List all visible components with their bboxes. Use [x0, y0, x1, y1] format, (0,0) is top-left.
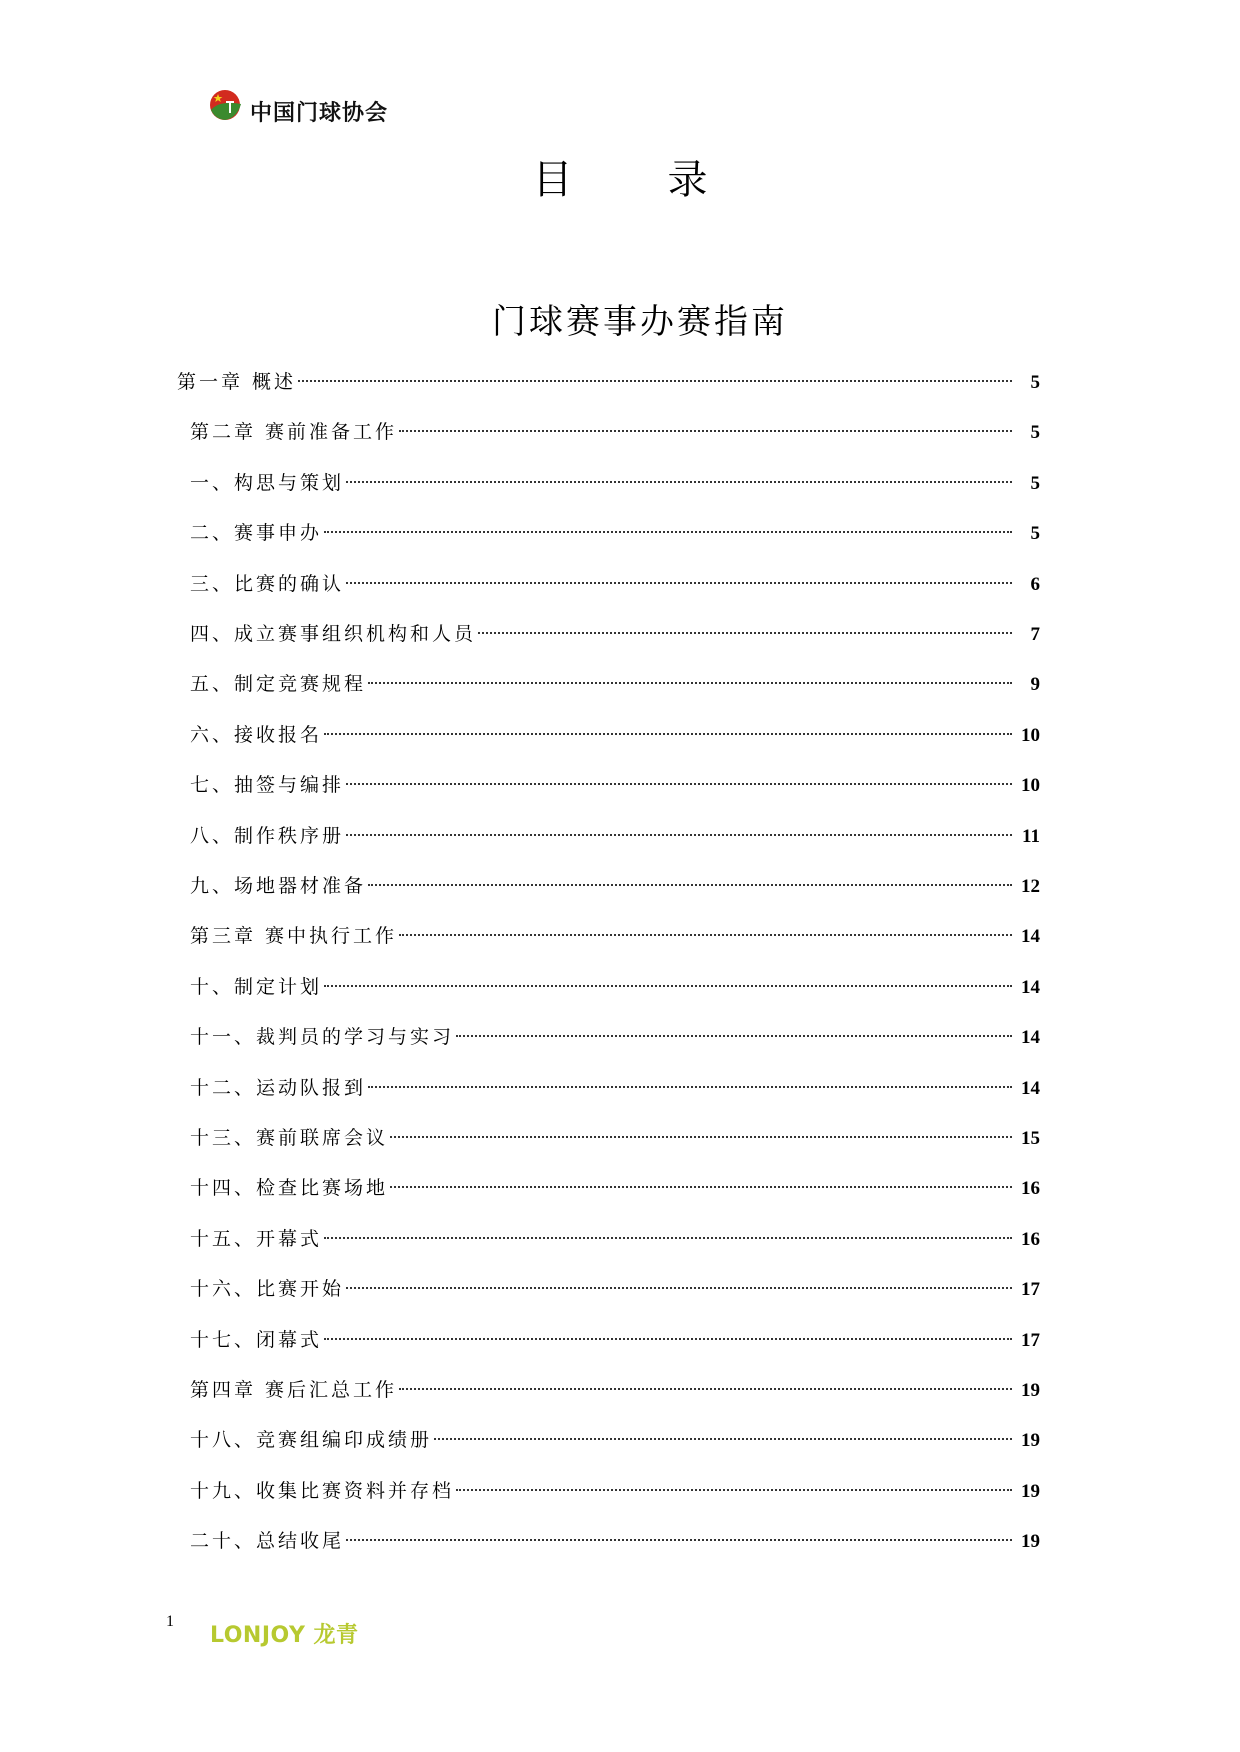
toc-entry-label: 二、赛事申办 [190, 522, 323, 545]
toc-entry-page: 9 [1030, 674, 1040, 696]
toc-entry[interactable] [190, 1123, 1040, 1153]
toc-entry-label: 十八、竞赛组编印成绩册 [190, 1429, 433, 1452]
toc-entry-label: 十九、收集比赛资料并存档 [190, 1479, 455, 1502]
toc-dot-leader [346, 481, 1012, 483]
toc-entry[interactable] [190, 1375, 1040, 1405]
toc-entry[interactable] [190, 417, 1040, 447]
toc-dot-leader [390, 1186, 1012, 1188]
toc-dot-leader [346, 1539, 1012, 1541]
footer-brand-logo: LONJOY 龙青 [210, 1623, 359, 1648]
toc-entry-label: 第二章 赛前准备工作 [190, 421, 398, 444]
toc-entry-label: 四、成立赛事组织机构和人员 [190, 623, 477, 645]
toc-entry-label: 二十、总结收尾 [190, 1530, 345, 1553]
toc-entry[interactable] [190, 821, 1040, 851]
toc-entry-page: 5 [1030, 372, 1040, 393]
organization-name: 中国门球协会 [250, 101, 389, 126]
toc-entry-label: 第四章 赛后汇总工作 [190, 1379, 398, 1401]
toc-entry-label: 十一、裁判员的学习与实习 [190, 1026, 455, 1049]
toc-entry[interactable] [190, 1526, 1040, 1556]
toc-entry-page: 19 [1021, 1380, 1040, 1401]
toc-entry-page: 14 [1021, 926, 1040, 948]
toc-entry[interactable] [190, 569, 1040, 599]
toc-entry[interactable] [190, 720, 1040, 750]
toc-entry[interactable] [190, 1173, 1040, 1203]
toc-entry-label: 七、抽签与编排 [190, 774, 345, 797]
toc-entry[interactable] [190, 1224, 1040, 1254]
toc-entry[interactable] [190, 1425, 1040, 1455]
toc-entry-page: 12 [1021, 876, 1040, 897]
toc-entry[interactable] [190, 921, 1040, 951]
toc-entry-page: 16 [1021, 1228, 1040, 1250]
toc-entry-page: 17 [1021, 1279, 1040, 1301]
toc-entry[interactable] [190, 871, 1040, 901]
toc-entry-page: 5 [1030, 523, 1040, 545]
toc-entry-page: 11 [1022, 825, 1040, 847]
toc-entry-page: 6 [1030, 573, 1040, 595]
toc-entry[interactable] [190, 770, 1040, 800]
toc-dot-leader [434, 1438, 1012, 1440]
toc-entry[interactable] [177, 367, 1040, 397]
toc-entry-page: 5 [1030, 472, 1040, 494]
toc-entry[interactable] [190, 468, 1040, 498]
document-title: 门球赛事办赛指南 [492, 302, 788, 342]
toc-entry-label: 十七、闭幕式 [190, 1328, 323, 1351]
toc-dot-leader [324, 1338, 1012, 1340]
toc-entry-page: 14 [1021, 1027, 1040, 1049]
toc-dot-leader [298, 380, 1012, 382]
toc-entry-label: 第三章 赛中执行工作 [190, 925, 398, 948]
toc-entry[interactable] [190, 669, 1040, 699]
toc-entry-label: 九、场地器材准备 [190, 875, 367, 897]
toc-dot-leader [324, 985, 1012, 987]
toc-dot-leader [346, 582, 1012, 584]
toc-entry[interactable] [190, 1325, 1040, 1355]
toc-dot-leader [399, 1388, 1012, 1390]
toc-dot-leader [456, 1035, 1012, 1037]
toc-entry[interactable] [190, 1022, 1040, 1052]
toc-entry[interactable] [190, 518, 1040, 548]
toc-dot-leader [346, 834, 1012, 836]
toc-dot-leader [324, 1237, 1012, 1239]
toc-entry-page: 19 [1021, 1531, 1040, 1553]
toc-entry-label: 三、比赛的确认 [190, 572, 345, 595]
toc-dot-leader [399, 430, 1012, 432]
toc-entry-label: 十三、赛前联席会议 [190, 1127, 389, 1149]
toc-entry-label: 十、制定计划 [190, 975, 323, 998]
toc-entry[interactable] [190, 1274, 1040, 1304]
toc-entry[interactable] [190, 1073, 1040, 1103]
toc-dot-leader [324, 531, 1012, 533]
toc-entry-label: 第一章 概述 [177, 371, 297, 393]
toc-entry-label: 十四、检查比赛场地 [190, 1177, 389, 1200]
toc-entry-page: 14 [1021, 1077, 1040, 1099]
toc-entry[interactable] [190, 1476, 1040, 1506]
toc-dot-leader [456, 1489, 1012, 1491]
toc-entry-page: 15 [1021, 1128, 1040, 1149]
page-number: 1 [166, 1613, 174, 1630]
toc-dot-leader [399, 934, 1012, 936]
toc-entry-label: 十五、开幕式 [190, 1227, 323, 1250]
toc-dot-leader [346, 783, 1012, 785]
toc-heading: 目录 [532, 157, 803, 203]
toc-dot-leader [368, 884, 1012, 886]
toc-entry-page: 10 [1021, 724, 1040, 746]
toc-entry-page: 19 [1021, 1430, 1040, 1452]
toc-dot-leader [368, 1086, 1012, 1088]
toc-dot-leader [324, 733, 1012, 735]
toc-entry-page: 10 [1021, 775, 1040, 797]
toc-dot-leader [346, 1287, 1012, 1289]
toc-entry-label: 十二、运动队报到 [190, 1076, 367, 1099]
toc-entry-page: 7 [1030, 624, 1040, 645]
toc-entry[interactable] [190, 972, 1040, 1002]
toc-entry-page: 5 [1030, 422, 1040, 444]
toc-entry-label: 一、构思与策划 [190, 471, 345, 494]
toc-entry-label: 六、接收报名 [190, 723, 323, 746]
toc-entry-label: 十六、比赛开始 [190, 1278, 345, 1301]
toc-entry-page: 16 [1021, 1178, 1040, 1200]
toc-entry-page: 17 [1021, 1329, 1040, 1351]
flag-ball-logo-icon [207, 86, 243, 122]
toc-entry-label: 五、制定竞赛规程 [190, 673, 367, 696]
toc-dot-leader [368, 682, 1012, 684]
toc-entry-page: 19 [1021, 1480, 1040, 1502]
toc-entry-label: 八、制作秩序册 [190, 824, 345, 847]
toc-entry-page: 14 [1021, 976, 1040, 998]
toc-entry[interactable] [190, 619, 1040, 649]
toc-dot-leader [390, 1136, 1012, 1138]
toc-dot-leader [478, 632, 1012, 634]
